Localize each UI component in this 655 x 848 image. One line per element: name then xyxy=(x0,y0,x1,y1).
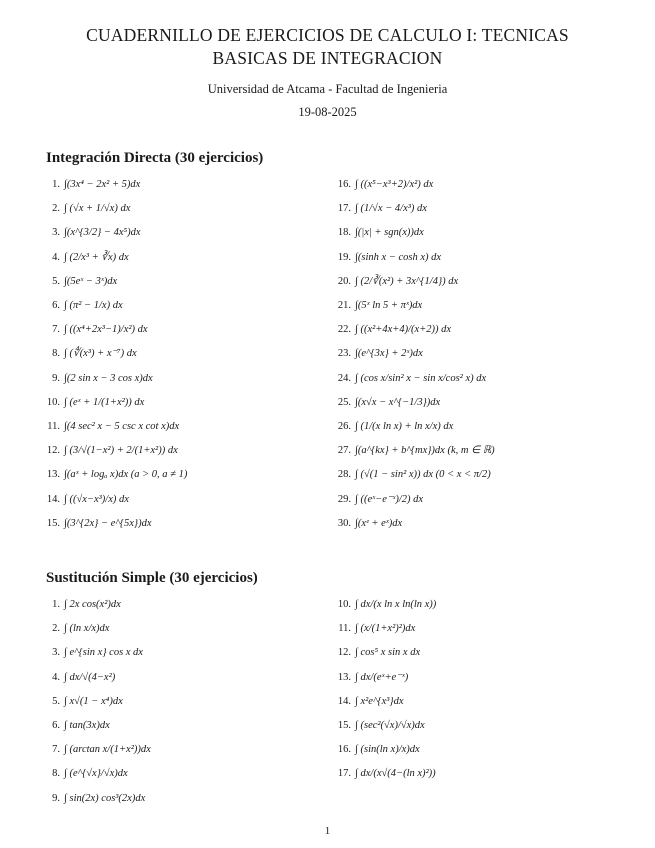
exercise-number: 8. xyxy=(52,768,60,780)
exercise-expression: ∫ (∜(x³) + x⁻⁷) dx xyxy=(64,348,137,360)
exercise-number: 30. xyxy=(337,517,351,529)
exercise-expression: ∫ (sec²(√x)/√x)dx xyxy=(355,720,425,731)
exercise-expression: ∫ dx/(x√(4−(ln x)²)) xyxy=(355,768,436,780)
exercise-number: 3. xyxy=(52,647,60,659)
exercise-expression: ∫ (sin(ln x)/x)dx xyxy=(355,744,420,756)
exercise-item xyxy=(337,493,423,507)
exercise-number: 16. xyxy=(337,179,351,190)
exercise-item xyxy=(46,598,121,612)
exercise-expression: ∫(x√x − x^{−1/3})dx xyxy=(355,396,441,408)
exercise-expression: ∫(5eˣ − 3ˣ)dx xyxy=(64,275,118,287)
exercise-item xyxy=(337,226,424,240)
exercise-number: 25. xyxy=(337,396,351,408)
exercise-number: 7. xyxy=(52,324,60,336)
exercise-number: 23. xyxy=(337,348,351,360)
exercise-item xyxy=(46,347,137,361)
exercise-number: 6. xyxy=(52,720,60,731)
exercise-number: 5. xyxy=(52,695,60,707)
exercise-expression: ∫(2 sin x − 3 cos x)dx xyxy=(64,372,153,384)
exercise-expression: ∫ ((x⁵−x³+2)/x²) dx xyxy=(355,179,434,190)
exercise-item xyxy=(337,743,420,757)
exercise-expression: ∫ (1/(x ln x) + ln x/x) dx xyxy=(355,421,454,432)
exercise-number: 5. xyxy=(52,275,60,287)
exercise-item xyxy=(46,671,115,685)
exercise-number: 7. xyxy=(52,744,60,756)
exercise-expression: ∫ (√x + 1/√x) dx xyxy=(64,203,131,215)
exercise-item xyxy=(337,372,486,386)
exercise-number: 17. xyxy=(337,203,351,215)
document-title xyxy=(40,24,615,70)
exercise-expression: ∫ (e^{√x}/√x)dx xyxy=(64,768,128,780)
title-line-2: BASICAS DE INTEGRACION xyxy=(212,48,443,68)
exercise-item xyxy=(46,493,129,507)
exercise-expression: ∫(sinh x − cosh x) dx xyxy=(355,251,442,263)
exercise-number: 2. xyxy=(52,203,60,215)
exercise-number: 2. xyxy=(52,623,60,635)
exercise-item xyxy=(337,622,415,636)
exercise-number: 19. xyxy=(337,251,351,263)
exercise-number: 10. xyxy=(46,396,60,408)
exercise-item xyxy=(337,347,423,361)
exercise-number: 11. xyxy=(338,623,351,635)
exercise-item xyxy=(46,622,109,636)
exercise-number: 24. xyxy=(337,372,351,384)
exercise-number: 1. xyxy=(52,599,60,610)
exercise-number: 11. xyxy=(47,421,60,432)
exercise-number: 18. xyxy=(337,227,351,239)
exercise-number: 26. xyxy=(337,421,351,432)
exercise-expression: ∫ dx/(x ln x ln(ln x)) xyxy=(355,599,437,610)
exercise-item xyxy=(337,517,402,531)
exercise-number: 4. xyxy=(52,251,60,263)
exercise-item xyxy=(337,396,440,410)
exercise-expression: ∫ (ln x/x)dx xyxy=(64,623,110,635)
exercise-item xyxy=(46,646,143,660)
exercise-item xyxy=(46,444,178,458)
exercise-number: 4. xyxy=(52,671,60,683)
exercise-expression: ∫ ((x²+4x+4)/(x+2)) dx xyxy=(355,324,452,336)
exercise-expression: ∫ x²e^{x³}dx xyxy=(355,695,404,707)
exercise-expression: ∫(4 sec² x − 5 csc x cot x)dx xyxy=(64,421,180,432)
exercise-expression: ∫ (2/x³ + ∛x) dx xyxy=(64,251,129,263)
exercise-item xyxy=(337,299,422,313)
exercise-expression: ∫(3^{2x} − e^{5x})dx xyxy=(64,517,152,529)
exercise-item xyxy=(337,767,436,781)
exercise-expression: ∫(5ˣ ln 5 + πˣ)dx xyxy=(355,300,423,311)
document-subtitle: Universidad de Atcama - Facultad de Ingenieria xyxy=(207,82,448,96)
exercise-expression: ∫ ((eˣ−e⁻ˣ)/2) dx xyxy=(355,493,424,505)
exercise-item xyxy=(337,178,433,192)
page-number: 1 xyxy=(324,825,331,837)
exercise-number: 17. xyxy=(337,768,351,780)
exercise-expression: ∫(3x⁴ − 2x² + 5)dx xyxy=(64,179,141,190)
exercise-expression: ∫(x^{3/2} − 4x⁵)dx xyxy=(64,227,141,239)
exercise-expression: ∫ cos⁵ x sin x dx xyxy=(355,647,421,659)
exercise-number: 16. xyxy=(337,744,351,756)
exercise-expression: ∫ dx/√(4−x²) xyxy=(64,671,116,683)
exercise-expression: ∫ ((√x−x³)/x) dx xyxy=(64,493,129,505)
exercise-number: 9. xyxy=(52,792,60,804)
exercise-number: 27. xyxy=(337,445,351,457)
exercise-item xyxy=(46,695,123,709)
exercise-item xyxy=(337,719,425,733)
exercise-expression: ∫ (eˣ + 1/(1+x²)) dx xyxy=(64,396,145,408)
exercise-item xyxy=(337,323,451,337)
title-line-1: CUADERNILLO DE EJERCICIOS DE CALCULO I: TECNICAS xyxy=(86,25,569,45)
exercise-number: 9. xyxy=(52,372,60,384)
exercise-expression: ∫ (arctan x/(1+x²))dx xyxy=(64,744,151,756)
exercise-number: 14. xyxy=(337,695,351,707)
exercise-item xyxy=(46,719,110,733)
exercise-expression: ∫ (2/∛(x²) + 3x^{1/4}) dx xyxy=(355,275,459,287)
exercise-expression: ∫ e^{sin x} cos x dx xyxy=(64,647,143,659)
exercise-item xyxy=(46,251,129,265)
exercise-item xyxy=(46,468,187,482)
exercise-expression: ∫ (x/(1+x²)²)dx xyxy=(355,623,416,635)
exercise-item xyxy=(46,517,152,531)
exercise-expression: ∫ (cos x/sin² x − sin x/cos² x) dx xyxy=(355,372,487,384)
exercise-item xyxy=(337,251,441,265)
section-title-sustitucion-simple: Sustitución Simple (30 ejercicios) xyxy=(46,570,258,586)
exercise-item xyxy=(46,275,117,289)
exercise-expression: ∫(xᵉ + eˣ)dx xyxy=(355,517,403,529)
exercise-number: 10. xyxy=(337,599,351,610)
exercise-item xyxy=(337,646,420,660)
exercise-number: 20. xyxy=(337,275,351,287)
exercise-number: 28. xyxy=(337,469,351,481)
exercise-item xyxy=(46,299,123,313)
exercise-item xyxy=(337,598,436,612)
exercise-expression: ∫ (1/√x − 4/x³) dx xyxy=(355,203,427,215)
exercise-number: 22. xyxy=(337,324,351,336)
exercise-number: 15. xyxy=(46,517,60,529)
exercise-number: 6. xyxy=(52,300,60,311)
exercise-expression: ∫(|x| + sgn(x))dx xyxy=(355,227,424,239)
exercise-item xyxy=(46,767,128,781)
exercise-expression: ∫ (3/√(1−x²) + 2/(1+x²)) dx xyxy=(64,445,178,457)
exercise-expression: ∫ dx/(eˣ+e⁻ˣ) xyxy=(355,671,409,683)
exercise-item xyxy=(337,468,491,482)
exercise-expression: ∫(a^{kx} + b^{mx})dx (k, m ∈ ℝ) xyxy=(355,445,495,457)
exercise-item xyxy=(46,372,153,386)
exercise-number: 8. xyxy=(52,348,60,360)
exercise-item xyxy=(46,178,140,192)
exercise-number: 29. xyxy=(337,493,351,505)
exercise-item xyxy=(337,444,495,458)
exercise-item xyxy=(46,396,144,410)
exercise-number: 12. xyxy=(337,647,351,659)
document-date: 19-08-2025 xyxy=(298,105,357,119)
exercise-item xyxy=(46,202,130,216)
exercise-item xyxy=(337,420,453,434)
exercise-number: 13. xyxy=(337,671,351,683)
exercise-number: 15. xyxy=(337,720,351,731)
exercise-item xyxy=(46,743,151,757)
exercise-item xyxy=(46,226,141,240)
exercise-item xyxy=(46,792,145,806)
exercise-expression: ∫ tan(3x)dx xyxy=(64,720,110,731)
exercise-item xyxy=(337,695,404,709)
exercise-item xyxy=(337,202,427,216)
exercise-expression: ∫(e^{3x} + 2ˣ)dx xyxy=(355,348,423,360)
exercise-number: 12. xyxy=(46,445,60,457)
exercise-item xyxy=(337,671,408,685)
exercise-expression: ∫(aˣ + logₐ x)dx (a > 0, a ≠ 1) xyxy=(64,469,188,481)
exercise-expression: ∫ 2x cos(x²)dx xyxy=(64,599,121,610)
exercise-number: 21. xyxy=(337,300,351,311)
exercise-item xyxy=(46,420,179,434)
exercise-expression: ∫ sin(2x) cos³(2x)dx xyxy=(64,792,146,804)
exercise-number: 3. xyxy=(52,227,60,239)
exercise-expression: ∫ x√(1 − x⁴)dx xyxy=(64,695,123,707)
exercise-number: 14. xyxy=(46,493,60,505)
exercise-number: 13. xyxy=(46,469,60,481)
exercise-expression: ∫ ((x⁴+2x³−1)/x²) dx xyxy=(64,324,148,336)
exercise-item xyxy=(337,275,458,289)
section-title-integracion-directa: Integración Directa (30 ejercicios) xyxy=(46,150,264,166)
exercise-expression: ∫ (π² − 1/x) dx xyxy=(64,300,123,311)
exercise-expression: ∫ (√(1 − sin² x)) dx (0 < x < π/2) xyxy=(355,469,491,481)
exercise-number: 1. xyxy=(52,179,60,190)
exercise-item xyxy=(46,323,148,337)
